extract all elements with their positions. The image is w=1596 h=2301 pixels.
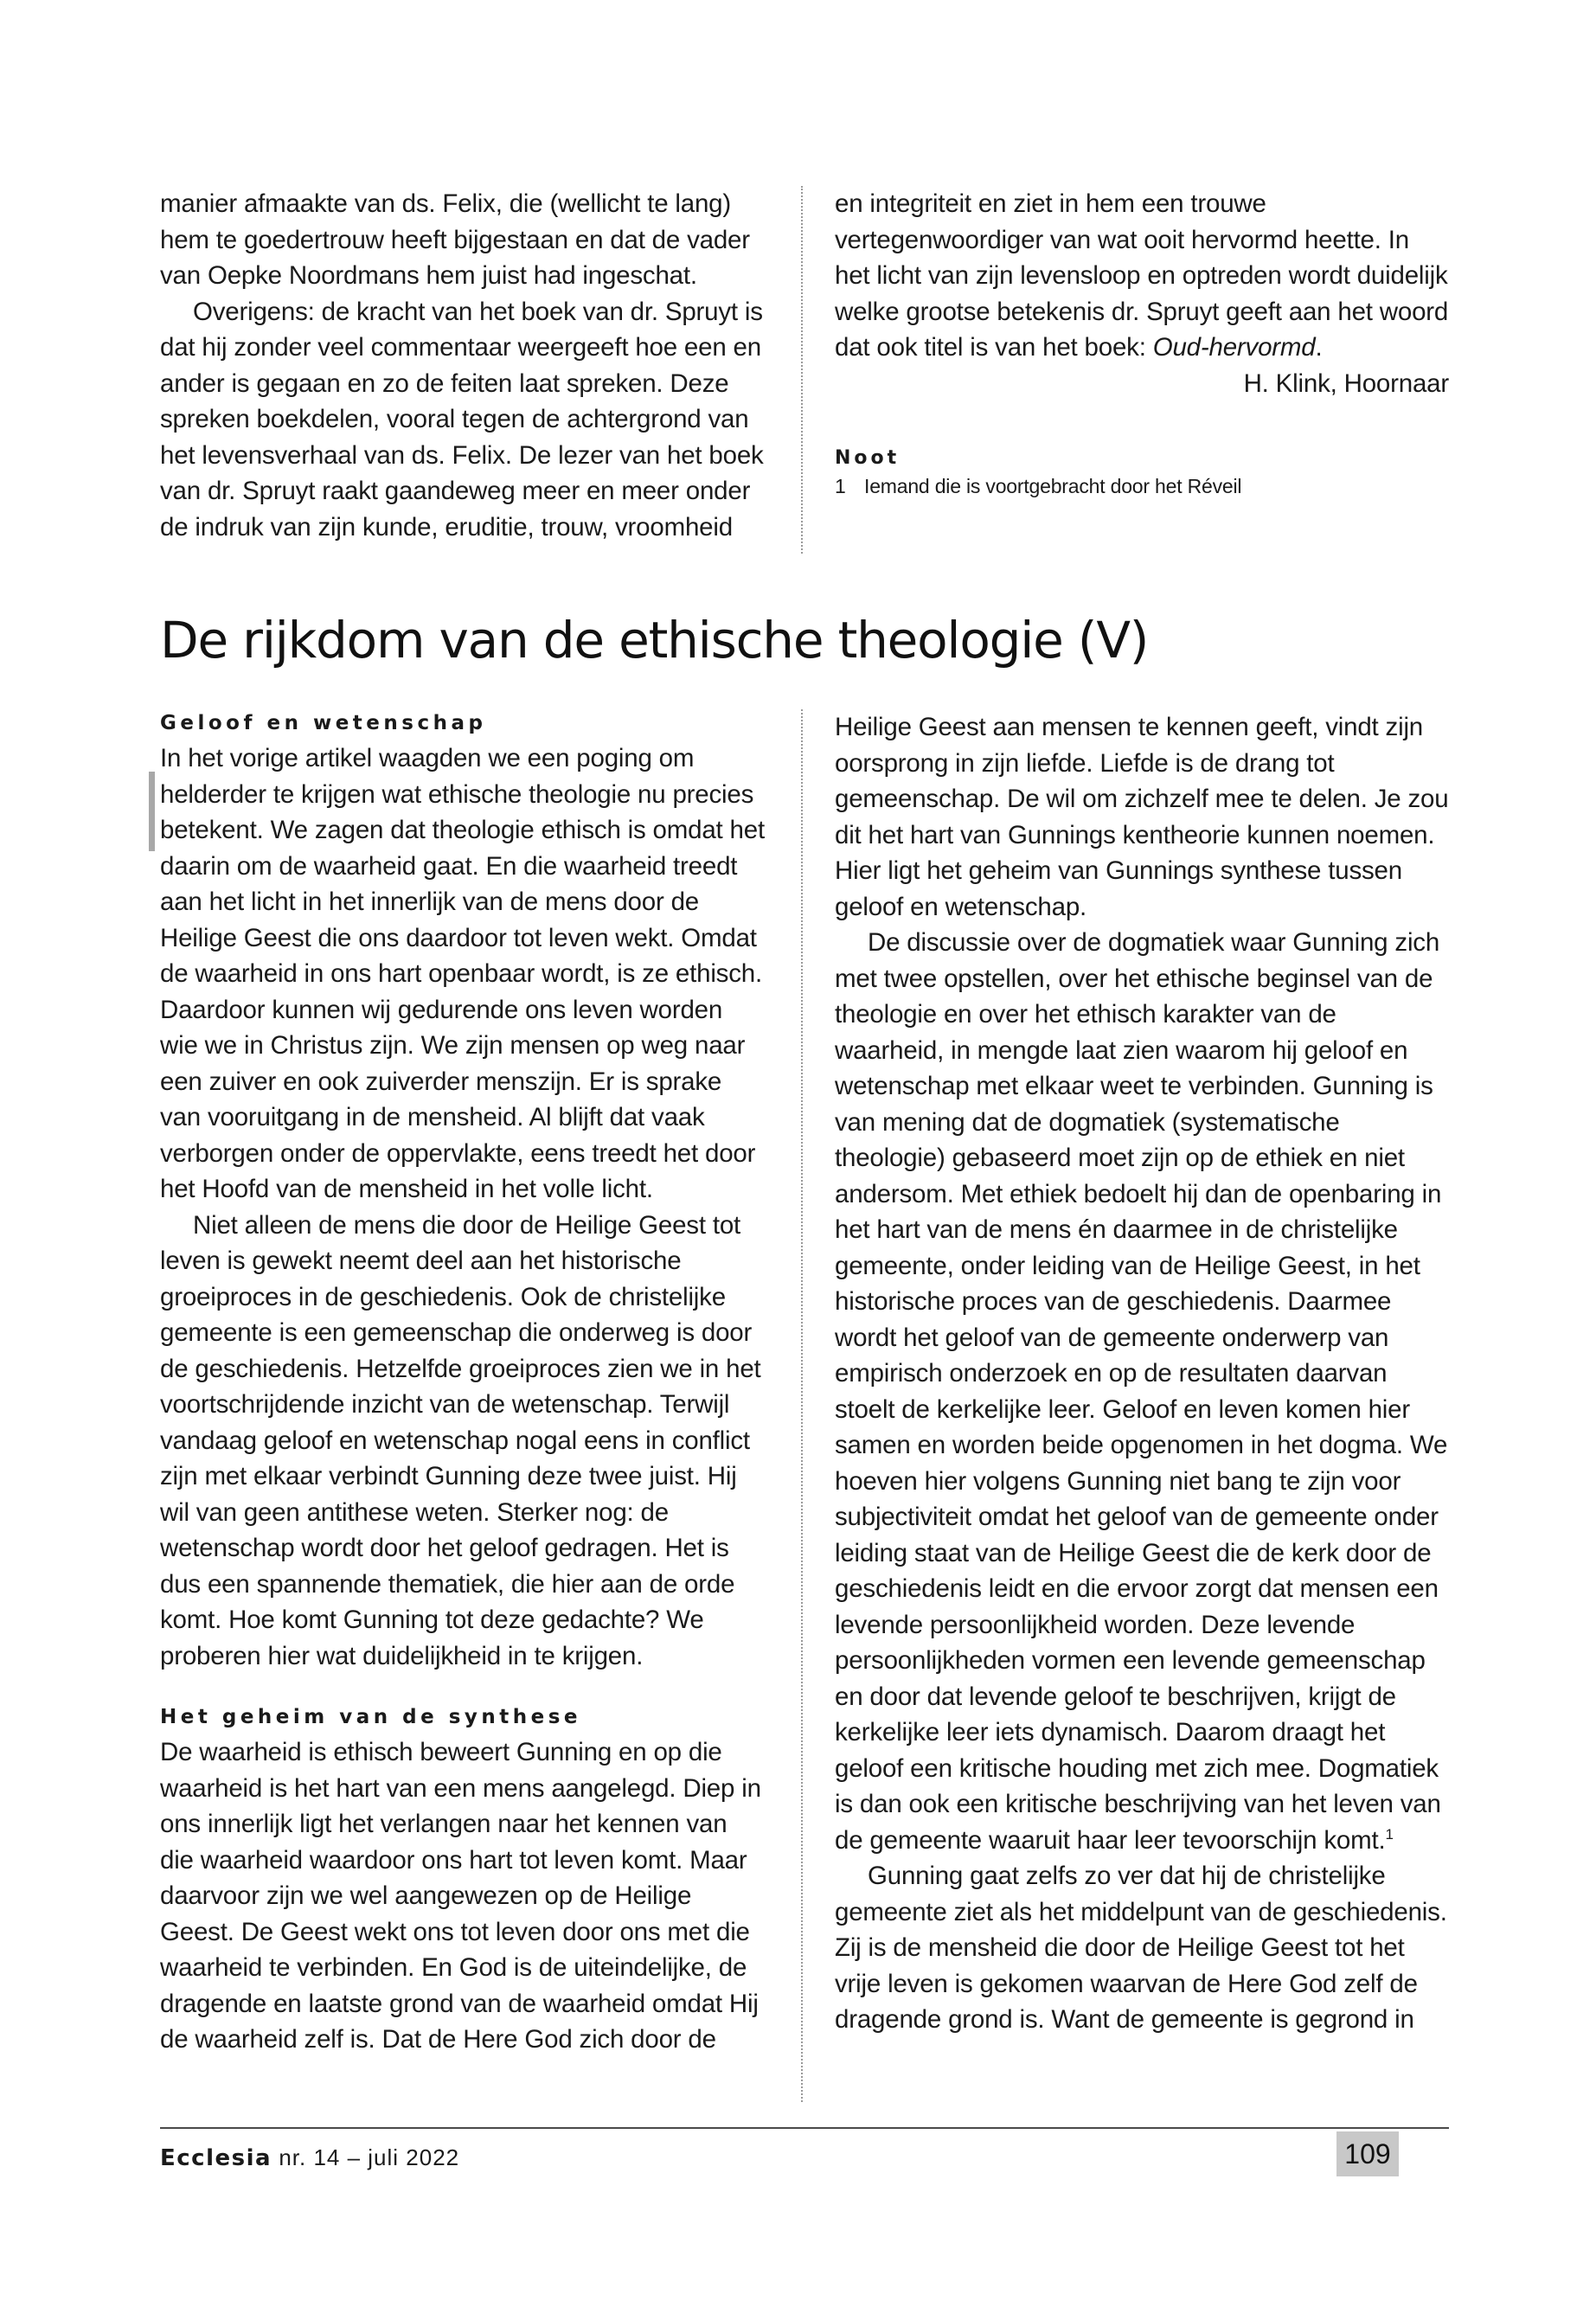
article-left-column [160, 709, 766, 2058]
article-paragraph: Niet alleen de mens die door de Heilige Geest tot leven is gewekt neemt deel aan het historische groeiproces in de geschiedenis. Ook de christelijke gemeente is een gemeenschap die onderweg is door de geschiedenis. Hetzelfde groeiproces zien we in het voortschrijdende inzicht van de wetenschap. Terwijl vandaag geloof en wetenschap nogal eens in conflict zijn met elkaar verbindt Gunning deze twee juist. Hij wil van geen antithese weten. Sterker nog: de wetenschap wordt door het geloof gedragen. Het is dus een spannende thematiek, die hier aan de orde komt. Hoe komt Gunning tot deze gedachte? We proberen hier wat duidelijkheid in te krijgen. [160, 1210, 761, 1670]
footnote-reference: 1 [1385, 1825, 1394, 1843]
article-paragraph: Gunning gaat zelfs zo ver dat hij de christelijke gemeente ziet als het middelpunt van de geschiedenis. Zij is de mensheid die door de Heilige Geest tot het vrije leven is gekomen waarvan de Here God zelf de dragende grond is. Want de gemeente is gegrond in [835, 1862, 1447, 2034]
article-paragraph-text: In het vorige artikel waagden we een poging om helderder te krijgen wat ethische theologie nu precies betekent. We zagen dat theologie ethisch is omdat het daarin om de waarheid gaat. En die waarheid treedt aan het licht in het innerlijk van de mens door de Heilige Geest die ons daardoor tot leven wekt. Omdat de waarheid in ons hart openbaar wordt, is ze ethisch. Daardoor kunnen wij gedurende ons leven worden wie we in Christus zijn. We zijn mensen op weg naar een zuiver en ook zuiverder menszijn. Er is sprake van vooruitgang in de mensheid. Al blijft dat vaak verborgen onder de oppervlakte, eens treedt het door het Hoofd van de mensheid in het volle licht. [160, 744, 765, 1203]
note-heading: Noot [835, 447, 901, 469]
book-title: Oud-hervormd [1152, 333, 1316, 362]
article-paragraph: Heilige Geest aan mensen te kennen geeft, vindt zijn oorsprong in zijn liefde. Liefde is de drang tot gemeenschap. De wil om zichzelf mee te delen. Je zou dit het hart van Gunnings kentheorie kunnen noemen. Hier ligt het geheim van Gunnings synthese tussen geloof en wetenschap. [835, 713, 1449, 921]
footer-issue: nr. 14 – juli 2022 [279, 2144, 460, 2170]
review-left-column [160, 186, 766, 545]
review-paragraph: Overigens: de kracht van het boek van dr. Spruyt is dat hij zonder veel commentaar weergeeft hoe een en ander is gegaan en zo de feiten laat spreken. Deze spreken boekdelen, vooral tegen de achtergrond van het levensverhaal van ds. Felix. De lezer van het boek van dr. Spruyt raakt gaandeweg meer en meer onder de indruk van zijn kunde, eruditie, trouw, vroomheid [160, 297, 764, 542]
review-right-column [835, 186, 1449, 500]
review-signature: H. Klink, Hoornaar [1243, 369, 1449, 398]
article-paragraph: De waarheid is ethisch beweert Gunning en op die waarheid is het hart van een mens aangelegd. Diep in ons innerlijk ligt het verlangen naar het kennen van die waarheid waardoor ons hart tot leven komt. Maar daarvoor zijn we wel aangewezen op de Heilige Geest. De Geest wekt ons tot leven door ons met die waarheid te verbinden. En God is de uiteindelijke, de dragende en laatste grond van de waarheid omdat Hij de waarheid zelf is. Dat de Here God zich door de [160, 1738, 761, 2054]
article-paragraph [835, 925, 1449, 1858]
section-heading: Geloof en wetenschap [160, 712, 487, 734]
review-paragraph-text: en integriteit en ziet in hem een trouwe vertegenwoordiger van wat ooit hervormd heette. In het licht van zijn levensloop en optreden wordt duidelijk welke grootse betekenis dr. Spruyt geeft aan het woord dat ook titel is van het boek: [835, 189, 1449, 362]
note-item [835, 472, 1449, 500]
article-right-column [835, 709, 1449, 2038]
page-number: 109 [1336, 2131, 1399, 2176]
note-text: Iemand die is voortgebracht door het Réveil [864, 475, 1242, 497]
note-number: 1 [835, 475, 846, 497]
section-heading: Het geheim van de synthese [160, 1706, 582, 1728]
paragraph-marker-bar [149, 772, 155, 851]
footer-brand: Ecclesia [160, 2145, 272, 2171]
column-separator [801, 709, 803, 2102]
column-separator [801, 186, 803, 554]
article-paragraph-text: De discussie over de dogmatiek waar Gunning zich met twee opstellen, over het ethische beginsel van de theologie en over het ethisch karakter van de waarheid, in mengde laat zien waarom hij geloof en wetenschap met elkaar weet te verbinden. Gunning is van mening dat de dogmatiek (systematische theologie) gebaseerd moet zijn op de ethiek en niet andersom. Met ethiek bedoelt hij dan de openbaring in het hart van de mens én daarmee in de christelijke gemeente, onder leiding van de Heilige Geest, in het historische proces van de geschiedenis. Daarmee wordt het geloof van de gemeente onderwerp van empirisch onderzoek en op de resultaten daarvan stoelt de kerkelijke leer. Geloof en leven komen hier samen en worden beide opgenomen in het dogma. We hoeven hier volgens Gunning niet bang te zijn voor subjectiviteit omdat het geloof van de gemeente onder leiding staat van de Heilige Geest die de kerk door de geschiedenis leidt en die ervoor zorgt dat mensen een levende persoonlijkheid worden. Deze levende persoonlijkheden vormen een levende gemeenschap en door dat levende geloof te beschrijven, krijgt de kerkelijke leer iets dynamisch. Daarom draagt het geloof een kritische houding met zich mee. Dogmatiek is dan ook een kritische beschrijving van het leven van de gemeente waaruit haar leer tevoorschijn komt. [835, 928, 1448, 1855]
article-paragraph [160, 740, 766, 1208]
footer-rule [160, 2127, 1449, 2129]
review-paragraph: manier afmaakte van ds. Felix, die (wellicht te lang) hem te goedertrouw heeft bijgestaan en dat de vader van Oepke Noordmans hem juist had ingeschat. [160, 189, 750, 290]
article-title: De rijkdom van de ethische theologie (V) [160, 611, 1149, 670]
review-paragraph-end: . [1315, 333, 1323, 362]
review-paragraph [835, 186, 1449, 366]
footer-publication [160, 2138, 459, 2177]
